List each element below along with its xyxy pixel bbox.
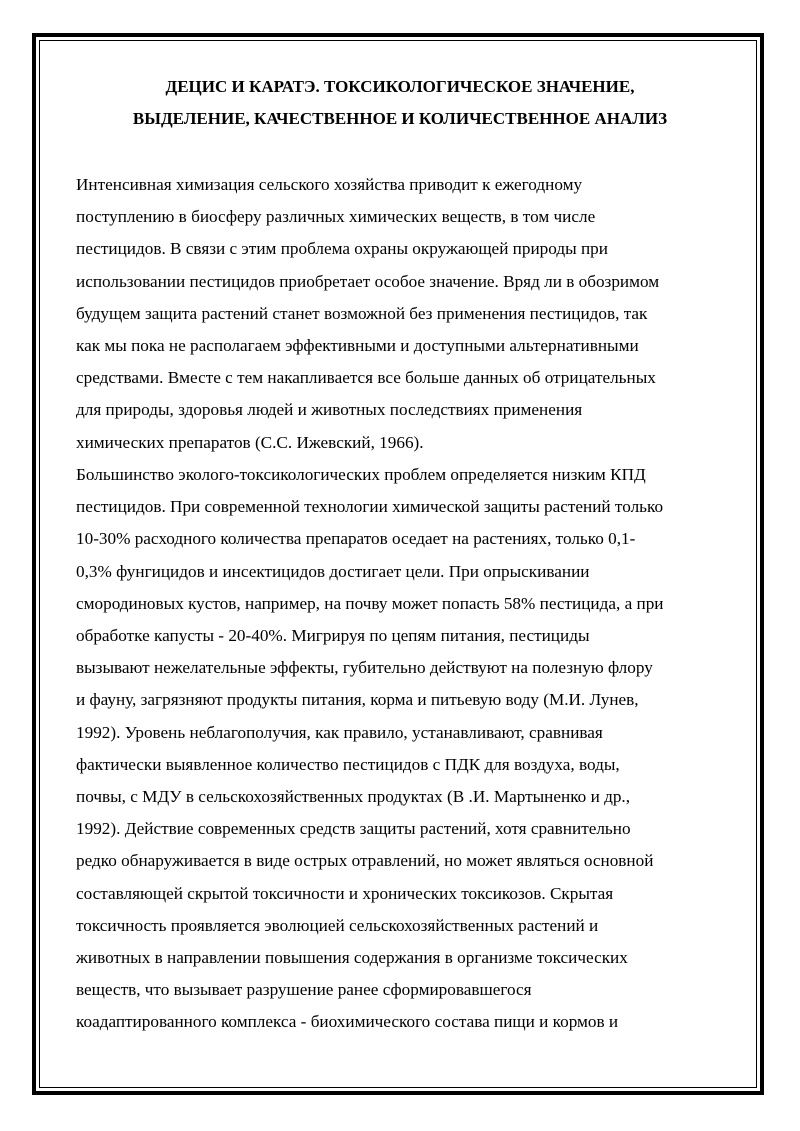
paragraph-line: вызывают нежелательные эффекты, губительно действуют на полезную флору — [76, 658, 653, 678]
paragraph-line: химических препаратов (С.С. Ижевский, 1966). — [76, 432, 424, 452]
paragraph-line: составляющей скрытой токсичности и хронических токсикозов. Скрытая — [76, 883, 614, 903]
paragraph-line: 10-30% расходного количества препаратов оседает на растениях, только 0,1- — [76, 529, 636, 549]
paragraph-line: использовании пестицидов приобретает особое значение. Вряд ли в обозримом — [76, 271, 660, 291]
paragraph-2 — [76, 459, 736, 1039]
paragraph-line: фактически выявленное количество пестицидов с ПДК для воздуха, воды, — [76, 754, 620, 774]
paragraph-1 — [76, 169, 736, 459]
paragraph-line: животных в направлении повышения содержания в организме токсических — [76, 948, 628, 968]
paragraph-line: Большинство эколого-токсикологических проблем определяется низким КПД — [76, 465, 646, 484]
paragraph-line: смородиновых кустов, например, на почву может попасть 58% пестицида, а при — [76, 593, 664, 613]
paragraph-line: пестицидов. В связи с этим проблема охраны окружающей природы при — [76, 239, 608, 259]
paragraph-line: токсичность проявляется эволюцией сельскохозяйственных растений и — [76, 915, 599, 935]
paragraph-line: 1992). Уровень неблагополучия, как правило, устанавливают, сравнивая — [76, 722, 603, 742]
document-title-line-1: ДЕЦИС И КАРАТЭ. ТОКСИКОЛОГИЧЕСКОЕ ЗНАЧЕНИЕ, — [165, 77, 635, 96]
paragraph-line: пестицидов. При современной технологии химической защиты растений только — [76, 497, 664, 517]
paragraph-line: обработке капусты - 20-40%. Мигрируя по цепям питания, пестициды — [76, 626, 590, 646]
paragraph-line: Интенсивная химизация сельского хозяйства приводит к ежегодному — [76, 175, 583, 194]
paragraph-line: редко обнаруживается в виде острых отравлений, но может являться основной — [76, 851, 654, 871]
paragraph-line: для природы, здоровья людей и животных последствиях применения — [76, 400, 583, 420]
paragraph-line: поступлению в биосферу различных химических веществ, в том числе — [76, 207, 596, 227]
document-title-line-2: ВЫДЕЛЕНИЕ, КАЧЕСТВЕННОЕ И КОЛИЧЕСТВЕННОЕ АНАЛИЗ — [132, 109, 668, 128]
paragraph-line: почвы, с МДУ в сельскохозяйственных продуктах (В .И. Мартыненко и др., — [76, 787, 631, 807]
paragraph-line: веществ, что вызывает разрушение ранее сформировавшегося — [76, 980, 532, 1000]
paragraph-line: как мы пока не располагаем эффективными и доступными альтернативными — [76, 336, 639, 356]
paragraph-line: коадаптированного комплекса - биохимического состава пищи и кормов и — [76, 1012, 619, 1032]
paragraph-line: средствами. Вместе с тем накапливается все больше данных об отрицательных — [76, 368, 656, 388]
paragraph-line: и фауну, загрязняют продукты питания, корма и питьевую воду (М.И. Лунев, — [76, 690, 639, 710]
paragraph-line: будущем защита растений станет возможной без применения пестицидов, так — [76, 303, 648, 323]
paragraph-line: 1992). Действие современных средств защиты растений, хотя сравнительно — [76, 819, 631, 839]
paragraph-line: 0,3% фунгицидов и инсектицидов достигает цели. При опрыскивании — [76, 561, 590, 581]
